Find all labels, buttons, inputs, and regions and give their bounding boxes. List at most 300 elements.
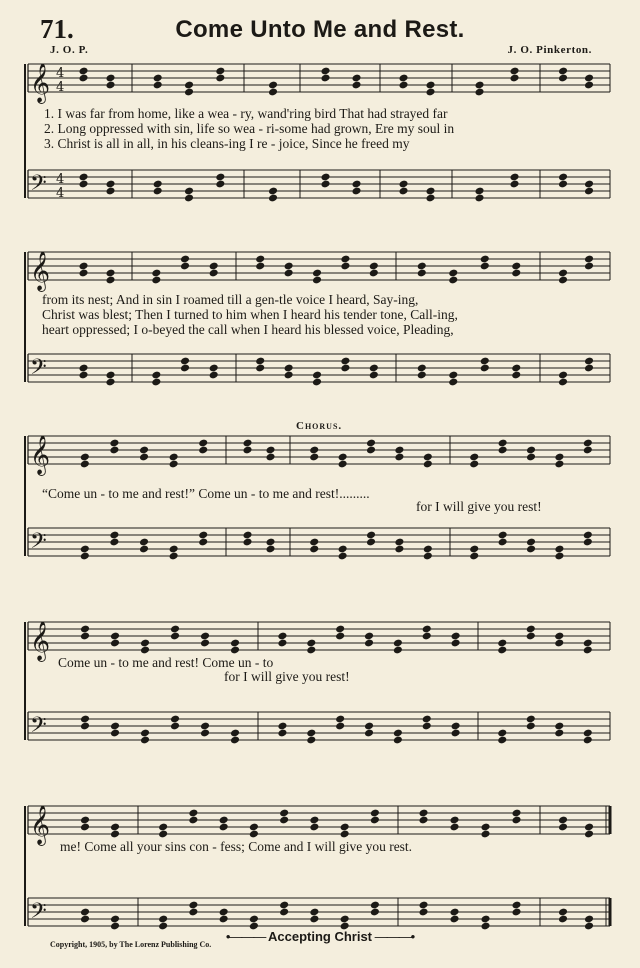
time-signature: 4 bbox=[56, 80, 65, 95]
note-head bbox=[80, 722, 90, 731]
note-head bbox=[497, 639, 507, 648]
note-head bbox=[188, 901, 198, 910]
note-head bbox=[511, 809, 521, 818]
note-head bbox=[526, 632, 536, 641]
note-head bbox=[284, 364, 294, 373]
note-head bbox=[309, 823, 319, 832]
note-head bbox=[584, 262, 594, 271]
note-head bbox=[170, 625, 180, 634]
note-head bbox=[340, 364, 350, 373]
note-head bbox=[369, 371, 379, 380]
note-head bbox=[110, 722, 120, 731]
note-head bbox=[366, 531, 376, 540]
note-head bbox=[277, 722, 287, 731]
note-head bbox=[369, 269, 379, 278]
note-head bbox=[393, 639, 403, 648]
note-head bbox=[279, 908, 289, 917]
note-head bbox=[249, 915, 259, 924]
bass-clef: 𝄢 bbox=[30, 355, 47, 385]
note-head bbox=[422, 625, 432, 634]
note-head bbox=[306, 729, 316, 738]
note-head bbox=[265, 538, 275, 547]
note-head bbox=[230, 736, 240, 745]
note-head bbox=[255, 357, 265, 366]
note-head bbox=[584, 187, 594, 196]
note-head bbox=[105, 74, 115, 83]
note-head bbox=[78, 74, 88, 83]
note-head bbox=[219, 816, 229, 825]
note-head bbox=[184, 187, 194, 196]
note-head bbox=[526, 715, 536, 724]
note-head bbox=[169, 453, 179, 462]
note-head bbox=[474, 88, 484, 97]
note-head bbox=[139, 446, 149, 455]
note-head bbox=[242, 531, 252, 540]
note-head bbox=[554, 460, 564, 469]
note-head bbox=[279, 816, 289, 825]
note-head bbox=[219, 915, 229, 924]
note-head bbox=[110, 830, 120, 839]
note-head bbox=[109, 531, 119, 540]
note-head bbox=[338, 552, 348, 561]
note-head bbox=[151, 371, 161, 380]
note-head bbox=[511, 816, 521, 825]
note-head bbox=[198, 439, 208, 448]
note-head bbox=[209, 262, 219, 271]
note-head bbox=[169, 545, 179, 554]
lyric-s2-v1: from its nest; And in sin I roamed till a gen-tle voice I heard, Say-ing, bbox=[42, 292, 419, 307]
note-head bbox=[109, 538, 119, 547]
note-head bbox=[469, 453, 479, 462]
note-head bbox=[151, 276, 161, 285]
note-head bbox=[451, 722, 461, 731]
note-head bbox=[558, 371, 568, 380]
note-head bbox=[80, 816, 90, 825]
note-head bbox=[393, 646, 403, 655]
note-head bbox=[105, 371, 115, 380]
note-head bbox=[451, 639, 461, 648]
note-head bbox=[423, 552, 433, 561]
note-head bbox=[110, 632, 120, 641]
note-head bbox=[584, 180, 594, 189]
note-head bbox=[78, 269, 88, 278]
note-head bbox=[497, 729, 507, 738]
note-head bbox=[366, 446, 376, 455]
note-head bbox=[418, 816, 428, 825]
note-head bbox=[366, 439, 376, 448]
note-head bbox=[80, 460, 90, 469]
note-head bbox=[554, 639, 564, 648]
note-head bbox=[80, 632, 90, 641]
note-head bbox=[140, 646, 150, 655]
note-head bbox=[448, 378, 458, 387]
note-head bbox=[242, 538, 252, 547]
note-head bbox=[498, 446, 508, 455]
note-head bbox=[170, 715, 180, 724]
note-head bbox=[338, 545, 348, 554]
note-head bbox=[449, 816, 459, 825]
note-head bbox=[277, 729, 287, 738]
note-head bbox=[554, 729, 564, 738]
note-head bbox=[80, 545, 90, 554]
note-head bbox=[351, 180, 361, 189]
note-head bbox=[511, 908, 521, 917]
note-head bbox=[151, 269, 161, 278]
note-head bbox=[140, 736, 150, 745]
note-head bbox=[583, 531, 593, 540]
note-head bbox=[558, 269, 568, 278]
note-head bbox=[268, 88, 278, 97]
note-head bbox=[78, 67, 88, 76]
lyric-s4-line1: Come un - to me and rest! Come un - to bbox=[58, 655, 274, 670]
note-head bbox=[497, 736, 507, 745]
note-head bbox=[312, 269, 322, 278]
note-head bbox=[184, 81, 194, 90]
note-head bbox=[309, 908, 319, 917]
note-head bbox=[306, 646, 316, 655]
note-head bbox=[188, 809, 198, 818]
note-head bbox=[169, 460, 179, 469]
lyric-s5-line1: me! Come all your sins con - fess; Come and I will give you rest. bbox=[60, 839, 413, 854]
note-head bbox=[265, 545, 275, 554]
note-head bbox=[422, 722, 432, 731]
note-head bbox=[449, 823, 459, 832]
note-head bbox=[306, 736, 316, 745]
note-head bbox=[153, 81, 163, 90]
note-head bbox=[335, 625, 345, 634]
note-head bbox=[279, 901, 289, 910]
note-head bbox=[351, 74, 361, 83]
note-head bbox=[219, 823, 229, 832]
note-head bbox=[80, 625, 90, 634]
note-head bbox=[425, 81, 435, 90]
note-head bbox=[215, 173, 225, 182]
note-head bbox=[558, 816, 568, 825]
note-head bbox=[584, 364, 594, 373]
note-head bbox=[188, 908, 198, 917]
copyright-notice: Copyright, 1905, by The Lorenz Publishing Co. bbox=[50, 940, 212, 949]
note-head bbox=[497, 646, 507, 655]
note-head bbox=[340, 915, 350, 924]
note-head bbox=[451, 729, 461, 738]
note-head bbox=[554, 552, 564, 561]
note-head bbox=[511, 371, 521, 380]
note-head bbox=[480, 255, 490, 264]
note-head bbox=[309, 816, 319, 825]
note-head bbox=[583, 538, 593, 547]
note-head bbox=[78, 364, 88, 373]
note-head bbox=[151, 378, 161, 387]
note-head bbox=[417, 371, 427, 380]
note-head bbox=[198, 538, 208, 547]
note-head bbox=[306, 639, 316, 648]
note-head bbox=[200, 639, 210, 648]
note-head bbox=[78, 173, 88, 182]
time-signature: 4 bbox=[56, 172, 65, 187]
note-head bbox=[554, 453, 564, 462]
note-head bbox=[320, 67, 330, 76]
note-head bbox=[320, 180, 330, 189]
note-head bbox=[423, 545, 433, 554]
note-head bbox=[558, 915, 568, 924]
note-head bbox=[109, 439, 119, 448]
note-head bbox=[180, 262, 190, 271]
note-head bbox=[284, 371, 294, 380]
composer-credit: J. O. Pinkerton. bbox=[507, 44, 592, 56]
note-head bbox=[558, 74, 568, 83]
note-head bbox=[309, 545, 319, 554]
note-head bbox=[393, 736, 403, 745]
lyricist-credit: J. O. P. bbox=[50, 44, 89, 56]
note-head bbox=[364, 729, 374, 738]
note-head bbox=[448, 276, 458, 285]
lyric-s1-v3: 3. Christ is all in all, in his cleans-ing I re - joice, Since he freed my bbox=[44, 136, 410, 151]
note-head bbox=[335, 715, 345, 724]
note-head bbox=[140, 729, 150, 738]
note-head bbox=[418, 908, 428, 917]
note-head bbox=[448, 269, 458, 278]
note-head bbox=[309, 446, 319, 455]
note-head bbox=[511, 901, 521, 910]
note-head bbox=[265, 453, 275, 462]
hymn-title: Come Unto Me and Rest. bbox=[175, 16, 465, 43]
note-head bbox=[474, 194, 484, 203]
note-head bbox=[309, 538, 319, 547]
note-head bbox=[169, 552, 179, 561]
note-head bbox=[80, 453, 90, 462]
note-head bbox=[526, 545, 536, 554]
note-head bbox=[394, 545, 404, 554]
note-head bbox=[417, 364, 427, 373]
note-head bbox=[584, 823, 594, 832]
bass-clef: 𝄢 bbox=[30, 529, 47, 559]
note-head bbox=[394, 453, 404, 462]
note-head bbox=[498, 538, 508, 547]
lyric-s1-v1: 1. I was far from home, like a wea - ry, wand'ring bird That had strayed far bbox=[44, 106, 448, 121]
note-head bbox=[80, 715, 90, 724]
note-head bbox=[153, 187, 163, 196]
note-head bbox=[209, 364, 219, 373]
note-head bbox=[277, 632, 287, 641]
treble-clef: 𝄞 bbox=[30, 251, 51, 291]
note-head bbox=[105, 180, 115, 189]
note-head bbox=[80, 915, 90, 924]
note-head bbox=[80, 823, 90, 832]
note-head bbox=[509, 67, 519, 76]
note-head bbox=[511, 269, 521, 278]
note-head bbox=[340, 357, 350, 366]
lyric-s2-v3: heart oppressed; I o-beyed the call when I heard his blessed voice, Pleading, bbox=[42, 322, 454, 337]
note-head bbox=[369, 262, 379, 271]
note-head bbox=[335, 632, 345, 641]
note-head bbox=[480, 830, 490, 839]
note-head bbox=[78, 371, 88, 380]
topic-label: Accepting Christ bbox=[267, 929, 372, 944]
note-head bbox=[139, 538, 149, 547]
note-head bbox=[584, 915, 594, 924]
note-head bbox=[480, 262, 490, 271]
note-head bbox=[511, 364, 521, 373]
note-head bbox=[309, 453, 319, 462]
note-head bbox=[364, 722, 374, 731]
note-head bbox=[209, 371, 219, 380]
note-head bbox=[255, 262, 265, 271]
note-head bbox=[398, 187, 408, 196]
note-head bbox=[140, 639, 150, 648]
bass-clef: 𝄢 bbox=[30, 171, 47, 201]
note-head bbox=[340, 823, 350, 832]
note-head bbox=[583, 729, 593, 738]
note-head bbox=[423, 460, 433, 469]
note-head bbox=[265, 446, 275, 455]
note-head bbox=[242, 439, 252, 448]
note-head bbox=[423, 453, 433, 462]
note-head bbox=[584, 255, 594, 264]
note-head bbox=[417, 262, 427, 271]
note-head bbox=[180, 357, 190, 366]
note-head bbox=[526, 446, 536, 455]
note-head bbox=[583, 639, 593, 648]
note-head bbox=[158, 823, 168, 832]
treble-clef: 𝄞 bbox=[30, 805, 51, 845]
note-head bbox=[279, 809, 289, 818]
note-head bbox=[558, 180, 568, 189]
note-head bbox=[584, 81, 594, 90]
note-head bbox=[80, 908, 90, 917]
note-head bbox=[209, 269, 219, 278]
note-head bbox=[153, 180, 163, 189]
note-head bbox=[184, 194, 194, 203]
note-head bbox=[338, 460, 348, 469]
note-head bbox=[480, 823, 490, 832]
note-head bbox=[198, 531, 208, 540]
note-head bbox=[370, 809, 380, 818]
note-head bbox=[480, 915, 490, 924]
note-head bbox=[509, 173, 519, 182]
note-head bbox=[158, 830, 168, 839]
bass-clef: 𝄢 bbox=[30, 713, 47, 743]
note-head bbox=[451, 632, 461, 641]
note-head bbox=[312, 371, 322, 380]
note-head bbox=[215, 74, 225, 83]
note-head bbox=[509, 180, 519, 189]
note-head bbox=[583, 446, 593, 455]
note-head bbox=[498, 531, 508, 540]
note-head bbox=[78, 262, 88, 271]
note-head bbox=[158, 915, 168, 924]
note-head bbox=[105, 187, 115, 196]
note-head bbox=[170, 722, 180, 731]
note-head bbox=[242, 446, 252, 455]
treble-clef: 𝄞 bbox=[30, 621, 51, 661]
note-head bbox=[558, 908, 568, 917]
time-signature: 4 bbox=[56, 66, 65, 81]
note-head bbox=[498, 439, 508, 448]
note-head bbox=[422, 715, 432, 724]
note-head bbox=[153, 74, 163, 83]
note-head bbox=[554, 632, 564, 641]
note-head bbox=[425, 88, 435, 97]
note-head bbox=[249, 830, 259, 839]
note-head bbox=[509, 74, 519, 83]
note-head bbox=[554, 722, 564, 731]
note-head bbox=[110, 915, 120, 924]
note-head bbox=[180, 364, 190, 373]
note-head bbox=[398, 81, 408, 90]
note-head bbox=[425, 194, 435, 203]
note-head bbox=[449, 908, 459, 917]
note-head bbox=[583, 736, 593, 745]
note-head bbox=[215, 67, 225, 76]
note-head bbox=[469, 552, 479, 561]
note-head bbox=[398, 74, 408, 83]
note-head bbox=[370, 908, 380, 917]
note-head bbox=[200, 729, 210, 738]
note-head bbox=[170, 632, 180, 641]
note-head bbox=[255, 255, 265, 264]
note-head bbox=[558, 823, 568, 832]
treble-clef: 𝄞 bbox=[30, 435, 51, 475]
note-head bbox=[364, 632, 374, 641]
note-head bbox=[309, 915, 319, 924]
chorus-label: Chorus. bbox=[296, 420, 343, 432]
note-head bbox=[584, 357, 594, 366]
note-head bbox=[526, 538, 536, 547]
note-head bbox=[268, 194, 278, 203]
note-head bbox=[526, 625, 536, 634]
note-head bbox=[200, 632, 210, 641]
note-head bbox=[198, 446, 208, 455]
note-head bbox=[340, 262, 350, 271]
note-head bbox=[449, 915, 459, 924]
note-head bbox=[340, 255, 350, 264]
note-head bbox=[583, 646, 593, 655]
note-head bbox=[277, 639, 287, 648]
note-head bbox=[340, 830, 350, 839]
note-head bbox=[78, 180, 88, 189]
note-head bbox=[320, 74, 330, 83]
bass-clef: 𝄢 bbox=[30, 899, 47, 929]
note-head bbox=[418, 901, 428, 910]
note-head bbox=[110, 823, 120, 832]
note-head bbox=[284, 262, 294, 271]
note-head bbox=[526, 453, 536, 462]
note-head bbox=[230, 639, 240, 648]
note-head bbox=[370, 816, 380, 825]
note-head bbox=[80, 552, 90, 561]
note-head bbox=[219, 908, 229, 917]
note-head bbox=[139, 545, 149, 554]
note-head bbox=[469, 460, 479, 469]
note-head bbox=[215, 180, 225, 189]
note-head bbox=[393, 729, 403, 738]
note-head bbox=[584, 74, 594, 83]
note-head bbox=[398, 180, 408, 189]
note-head bbox=[230, 646, 240, 655]
note-head bbox=[558, 276, 568, 285]
note-head bbox=[109, 446, 119, 455]
note-head bbox=[320, 173, 330, 182]
lyric-s4-line2: for I will give you rest! bbox=[224, 669, 350, 684]
lyric-s2-v2: Christ was blest; Then I turned to him when I heard his tender tone, Call-ing, bbox=[42, 307, 458, 322]
lyric-s1-v2: 2. Long oppressed with sin, life so wea - ri-some had grown, Ere my soul in bbox=[44, 121, 455, 136]
note-head bbox=[351, 187, 361, 196]
note-head bbox=[370, 901, 380, 910]
note-head bbox=[338, 453, 348, 462]
note-head bbox=[255, 364, 265, 373]
lyric-s3-line1: “Come un - to me and rest!” Come un - to me and rest!......... bbox=[42, 486, 370, 501]
note-head bbox=[105, 378, 115, 387]
